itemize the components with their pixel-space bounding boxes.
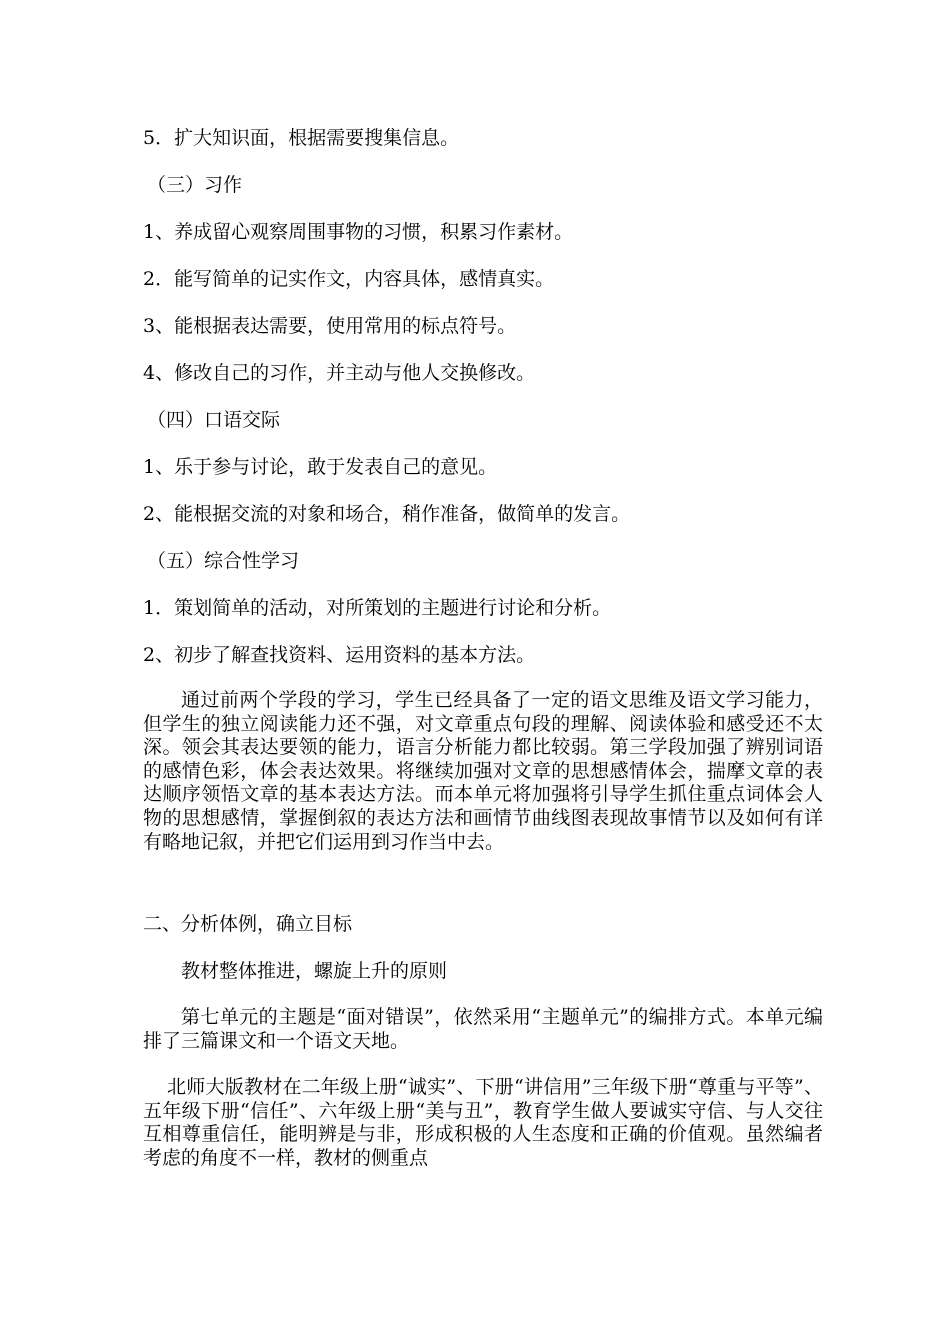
list-item-writing-3: 3、能根据表达需要，使用常用的标点符号。 — [143, 315, 517, 337]
heading-analysis-goals: 二、分析体例，确立目标 — [143, 913, 353, 935]
list-item-oral-1: 1、乐于参与讨论，敢于发表自己的意见。 — [143, 456, 498, 478]
section-heading-oral-communication: （四）口语交际 — [147, 409, 281, 431]
section-heading-comprehensive-learning: （五）综合性学习 — [147, 550, 300, 572]
subheading-spiral-principle: 教材整体推进，螺旋上升的原则 — [181, 960, 448, 982]
section-heading-writing: （三）习作 — [147, 174, 243, 196]
list-item-comprehensive-2: 2、初步了解查找资料、运用资料的基本方法。 — [143, 644, 536, 666]
paragraph-textbook-overview: 北师大版教材在二年级上册“诚实”、下册“讲信用”三年级下册“尊重与平等”、五年级下册“信任”、六年级上册“美与丑”，教育学生做人要诚实守信、与人交往互相尊重信任，能明辨是与非，形成积极的人生态度和正确的价值观。虽然编者考虑的角度不一样，教材的侧重点 — [143, 1076, 823, 1169]
paragraph-unit-theme: 第七单元的主题是“面对错误”，依然采用“主题单元”的编排方式。本单元编排了三篇课文和一个语文天地。 — [143, 1006, 823, 1052]
paragraph-student-analysis: 通过前两个学段的学习，学生已经具备了一定的语文思维及语文学习能力，但学生的独立阅读能力还不强，对文章重点句段的理解、阅读体验和感受还不太深。领会其表达要领的能力，语言分析能力都比较弱。第三学段加强了辨别词语的感情色彩，体会表达效果。将继续加强对文章的思想感情体会，揣摩文章的表达顺序领悟文章的基本表达方法。而本单元将加强将引导学生抓住重点词体会人物的思想感情，掌握倒叙的表达方法和画情节曲线图表现故事情节以及如何有详有略地记叙，并把它们运用到习作当中去。 — [143, 689, 823, 853]
list-item-oral-2: 2、能根据交流的对象和场合，稍作准备，做简单的发言。 — [143, 503, 631, 525]
list-item-writing-1: 1、养成留心观察周围事物的习惯，积累习作素材。 — [143, 221, 574, 243]
list-item-5-expand-knowledge: 5．扩大知识面，根据需要搜集信息。 — [143, 127, 460, 149]
list-item-writing-4: 4、修改自己的习作，并主动与他人交换修改。 — [143, 362, 536, 384]
list-item-writing-2: 2．能写简单的记实作文，内容具体，感情真实。 — [143, 268, 555, 290]
list-item-comprehensive-1: 1．策划简单的活动，对所策划的主题进行讨论和分析。 — [143, 597, 612, 619]
